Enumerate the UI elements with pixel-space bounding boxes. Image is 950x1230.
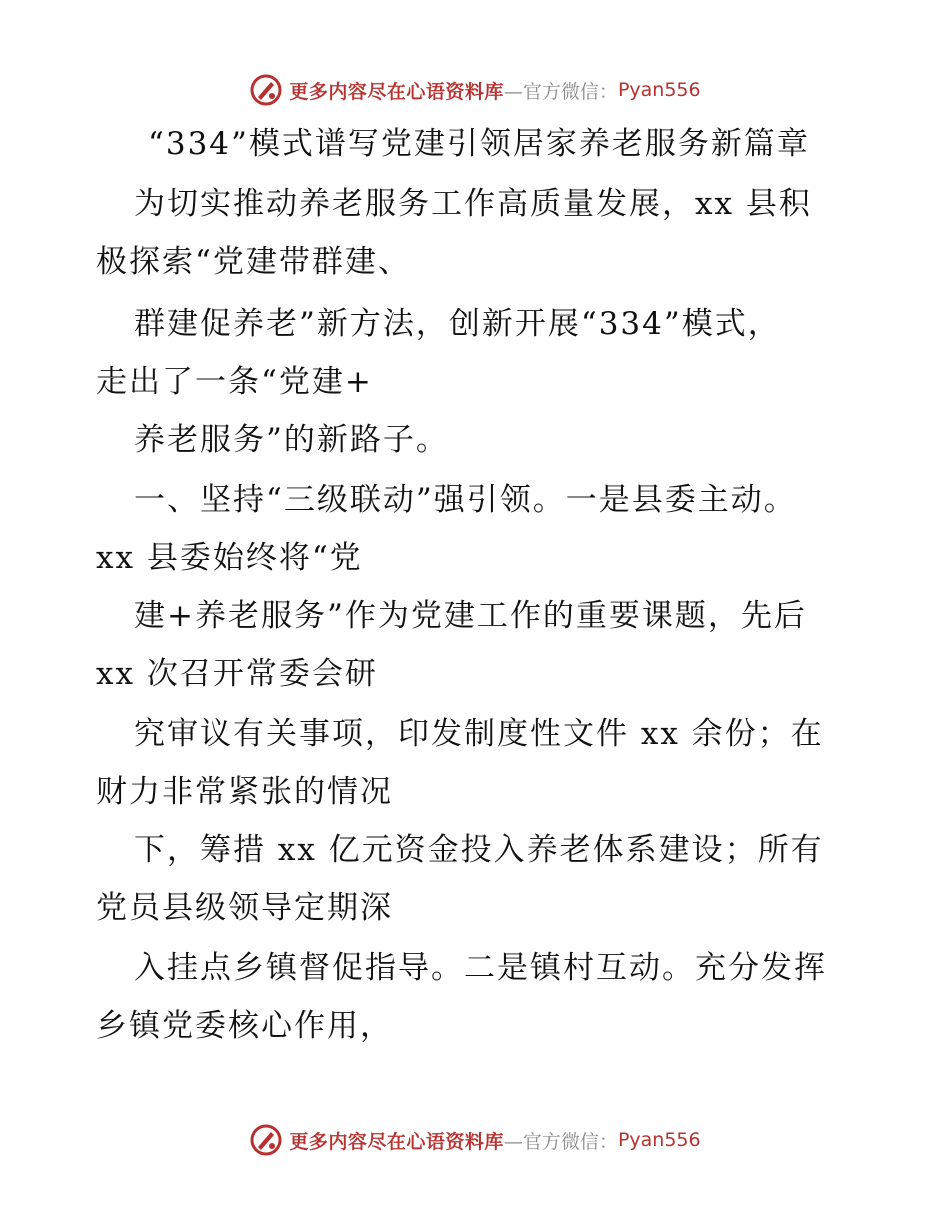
document-line: 下，筹措 xx 亿元资金投入养老体系建设；所有: [134, 832, 824, 868]
pen-nib-logo-icon: [249, 73, 283, 107]
document-line: 养老服务”的新路子。: [134, 422, 449, 458]
document-line: xx 次召开常委会研: [96, 656, 378, 692]
document-line: 乡镇党委核心作用，: [96, 1008, 393, 1044]
document-line: 财力非常紧张的情况: [96, 774, 393, 810]
banner-id-text: Pyan556: [617, 79, 701, 101]
banner-sub-text: —官方微信：: [503, 80, 618, 103]
banner-main-text: 更多内容尽在心语资料库: [289, 80, 504, 103]
document-line: xx 县委始终将“党: [96, 540, 363, 576]
document-line: 党员县级领导定期深: [96, 890, 393, 926]
pen-nib-logo-icon: [249, 1123, 283, 1157]
header-banner: [0, 70, 950, 110]
document-line: 究审议有关事项，印发制度性文件 xx 余份；在: [134, 716, 824, 752]
document-line: 走出了一条“党建+: [96, 364, 373, 400]
document-line: 群建促养老”新方法，创新开展“334”模式，: [134, 306, 781, 342]
banner-id-text: Pyan556: [617, 1129, 701, 1151]
footer-banner: [0, 1120, 950, 1160]
banner-sub-text: —官方微信：: [503, 1130, 618, 1153]
document-line: 极探索“党建带群建、: [96, 244, 411, 280]
document-title: “334”模式谱写党建引领居家养老服务新篇章: [148, 126, 810, 162]
document-line: 建+养老服务”作为党建工作的重要课题，先后: [134, 598, 807, 634]
banner-main-text: 更多内容尽在心语资料库: [289, 1130, 504, 1153]
document-line: 为切实推动养老服务工作高质量发展，xx 县积: [134, 186, 812, 222]
document-line: 入挂点乡镇督促指导。二是镇村互动。充分发挥: [134, 950, 827, 986]
document-line: 一、坚持“三级联动”强引领。一是县委主动。: [134, 482, 797, 518]
